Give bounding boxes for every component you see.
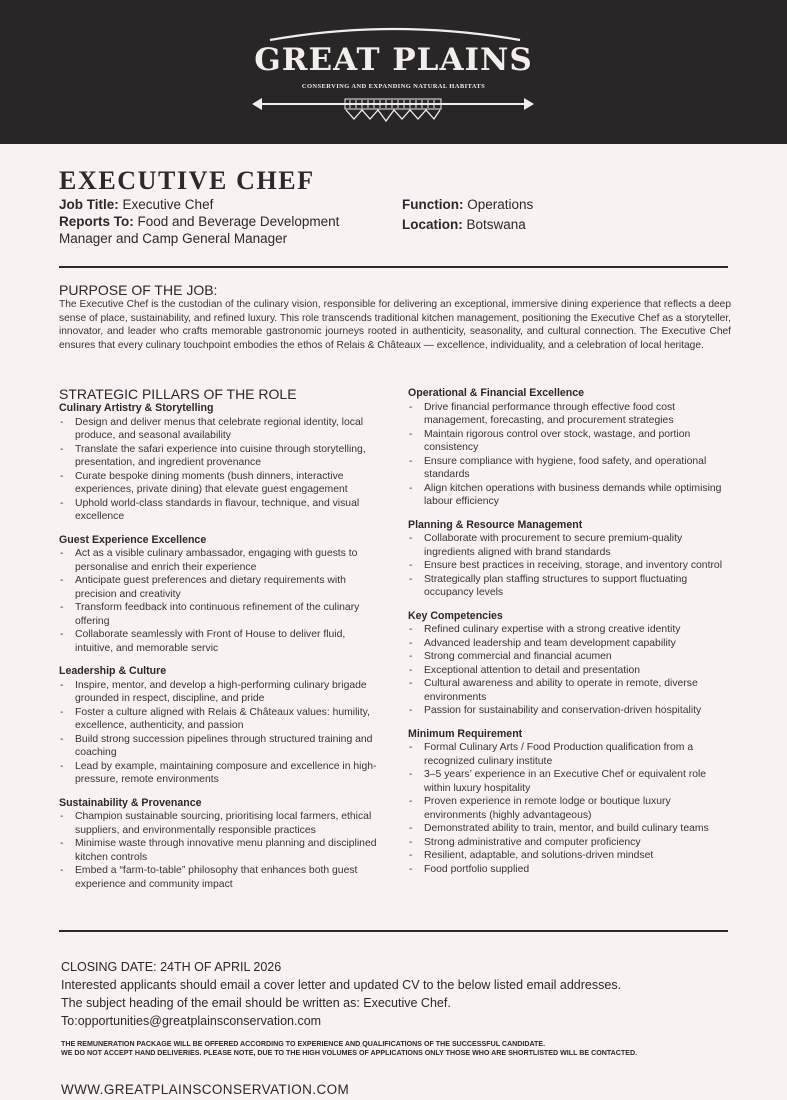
closing-date: CLOSING DATE: 24TH OF APRIL 2026 bbox=[61, 960, 282, 974]
job-meta-left bbox=[59, 196, 379, 247]
list-item: - Act as a visible culinary ambassador, engaging with guests to personalise and enrich their experience bbox=[59, 547, 377, 574]
pillars-right-column bbox=[408, 387, 730, 886]
fine-print-line-2: WE DO NOT ACCEPT HAND DELIVERIES. PLEASE NOTE, DUE TO THE HIGH VOLUMES OF APPLICATIONS ONLY THOSE WHO ARE SHORTLISTED WILL BE CONTACTED. bbox=[61, 1049, 638, 1057]
list-item: - Curate bespoke dining moments (bush dinners, interactive experiences, private dining) that elevate guest engagement bbox=[59, 470, 377, 497]
subject-value: Executive Chef. bbox=[363, 996, 451, 1010]
list-item: - Design and deliver menus that celebrate regional identity, local produce, and seasonal availability bbox=[59, 416, 377, 443]
location-value: Botswana bbox=[466, 217, 526, 232]
pillar-section bbox=[408, 610, 730, 718]
list-item: - Maintain rigorous control over stock, wastage, and portion consistency bbox=[408, 428, 730, 455]
pillar-section-title: Guest Experience Excellence bbox=[59, 533, 207, 546]
list-item: - Transform feedback into continuous refinement of the culinary offering bbox=[59, 601, 377, 628]
job-title-label: Job Title: bbox=[59, 197, 119, 212]
list-item: - Embed a “farm-to-table” philosophy that enhances both guest experience and community impact bbox=[59, 864, 377, 891]
logo-pattern-triangles bbox=[346, 110, 440, 121]
list-item: - Drive financial performance through effective food cost management, forecasting, and procurement strategies bbox=[408, 401, 730, 428]
page-title: EXECUTIVE CHEF bbox=[59, 166, 315, 195]
pillar-list bbox=[408, 623, 730, 718]
logo-spear-tip-right bbox=[524, 98, 534, 110]
header-banner bbox=[0, 0, 787, 144]
list-item: - Passion for sustainability and conservation-driven hospitality bbox=[408, 704, 730, 718]
pillar-section bbox=[59, 402, 377, 524]
list-item: - 3–5 years’ experience in an Executive Chef or equivalent role within luxury hospitality bbox=[408, 768, 730, 795]
list-item: - Lead by example, maintaining composure and excellence in high-pressure, remote environments bbox=[59, 760, 377, 787]
pillar-list bbox=[59, 679, 377, 787]
apply-instructions: Interested applicants should email a cover letter and updated CV to the below listed email addresses. bbox=[61, 978, 622, 992]
job-meta-right bbox=[402, 196, 702, 233]
pillar-list bbox=[408, 741, 730, 876]
list-item: - Proven experience in remote lodge or boutique luxury environments (highly advantageous) bbox=[408, 795, 730, 822]
pillar-section-title: Culinary Artistry & Storytelling bbox=[59, 402, 214, 414]
list-item: - Cultural awareness and ability to operate in remote, diverse environments bbox=[408, 677, 730, 704]
subject-line bbox=[61, 996, 451, 1010]
list-item: - Minimise waste through innovative menu planning and disciplined kitchen controls bbox=[59, 837, 377, 864]
pillar-list bbox=[59, 416, 377, 524]
function-value: Operations bbox=[467, 197, 534, 212]
reports-to-row bbox=[59, 213, 379, 247]
list-item: - Uphold world-class standards in flavour, technique, and visual excellence bbox=[59, 497, 377, 524]
list-item: - Strategically plan staffing structures to support fluctuating occupancy levels bbox=[408, 573, 730, 600]
pillars-left-column bbox=[59, 386, 377, 901]
list-item: - Build strong succession pipelines through structured training and coaching bbox=[59, 733, 377, 760]
pillar-section bbox=[408, 728, 730, 877]
pillar-section bbox=[59, 797, 377, 892]
list-item: - Exceptional attention to detail and presentation bbox=[408, 664, 730, 678]
reports-to-label: Reports To: bbox=[59, 214, 134, 229]
subject-prefix: The subject heading of the email should be written as: bbox=[61, 996, 364, 1010]
reports-to-value: Food and Beverage Development Manager and Camp General Manager bbox=[59, 214, 340, 246]
list-item: - Ensure compliance with hygiene, food safety, and operational standards bbox=[408, 455, 730, 482]
list-item: - Strong commercial and financial acumen bbox=[408, 650, 730, 664]
pillar-section-title: Operational & Financial Excellence bbox=[408, 387, 585, 399]
pillar-section-title: Minimum Requirement bbox=[408, 727, 523, 740]
job-title-value: Executive Chef bbox=[122, 197, 214, 212]
list-item: - Collaborate with procurement to secure premium-quality ingredients aligned with brand standards bbox=[408, 532, 730, 559]
logo-tagline: CONSERVING AND EXPANDING NATURAL HABITATS bbox=[301, 83, 486, 90]
pillar-list bbox=[59, 810, 377, 891]
fine-print bbox=[61, 1040, 637, 1058]
website-link[interactable]: WWW.GREATPLAINSCONSERVATION.COM bbox=[61, 1082, 350, 1097]
function-row bbox=[402, 196, 702, 213]
logo-top-arc bbox=[270, 29, 520, 40]
list-item: - Champion sustainable sourcing, prioritising local farmers, ethical suppliers, and environmentally responsible practices bbox=[59, 810, 377, 837]
list-item: - Ensure best practices in receiving, storage, and inventory control bbox=[408, 559, 730, 573]
list-item: - Translate the safari experience into cuisine through storytelling, presentation, and ingredient provenance bbox=[59, 443, 377, 470]
pillar-section-title: Key Competencies bbox=[408, 609, 503, 622]
pillars-heading: STRATEGIC PILLARS OF THE ROLE bbox=[59, 386, 297, 402]
list-item: - Advanced leadership and team development capability bbox=[408, 637, 730, 651]
list-item: - Demonstrated ability to train, mentor, and build culinary teams bbox=[408, 822, 730, 836]
list-item: - Collaborate seamlessly with Front of House to deliver fluid, intuitive, and memorable servic bbox=[59, 628, 377, 655]
list-item: - Resilient, adaptable, and solutions-driven mindset bbox=[408, 849, 730, 863]
logo-title: GREAT PLAINS bbox=[254, 42, 533, 78]
pillar-section bbox=[59, 534, 377, 656]
list-item: - Strong administrative and computer proficiency bbox=[408, 836, 730, 850]
location-row bbox=[402, 216, 702, 233]
list-item: - Inspire, mentor, and develop a high-performing culinary brigade grounded in respect, discipline, and pride bbox=[59, 679, 377, 706]
to-label: To: bbox=[61, 1014, 78, 1028]
pillar-section-title: Planning & Resource Management bbox=[408, 518, 583, 531]
pillar-section-title: Sustainability & Provenance bbox=[59, 796, 202, 809]
purpose-text: The Executive Chef is the custodian of the culinary vision, responsible for delivering an exceptional, immersive dining experience that reflects a deep sense of place, sustainability, and refined luxury. This role transcends traditional kitchen management, positioning the Executive Chef as a storyteller, innovator, and leader who crafts memorable gastronomic journeys rooted in authenticity, seasonality, and cultural connection. The Executive Chef ensures that every culinary touchpoint embodies the ethos of Relais & Châteaux — excellence, individuality, and a celebration of local heritage. bbox=[59, 299, 731, 351]
job-title-row bbox=[59, 196, 379, 213]
list-item: - Formal Culinary Arts / Food Production qualification from a recognized culinary institute bbox=[408, 741, 730, 768]
pillar-section bbox=[59, 665, 377, 787]
pillar-list bbox=[59, 547, 377, 655]
fine-print-line-1: THE REMUNERATION PACKAGE WILL BE OFFERED ACCORDING TO EXPERIENCE AND QUALIFICATIONS OF THE SUCCESSFUL CANDIDATE. bbox=[61, 1040, 546, 1048]
pillar-section bbox=[408, 519, 730, 600]
pillar-section bbox=[408, 387, 730, 509]
purpose-heading: PURPOSE OF THE JOB: bbox=[59, 282, 218, 298]
list-item: - Refined culinary expertise with a strong creative identity bbox=[408, 623, 730, 637]
list-item: - Align kitchen operations with business demands while optimising labour efficiency bbox=[408, 482, 730, 509]
email-line bbox=[61, 1014, 321, 1028]
divider-bottom bbox=[59, 930, 728, 932]
list-item: - Anticipate guest preferences and dietary requirements with precision and creativity bbox=[59, 574, 377, 601]
function-label: Function: bbox=[402, 197, 464, 212]
location-label: Location: bbox=[402, 217, 463, 232]
email-link[interactable]: opportunities@greatplainsconservation.com bbox=[77, 1014, 322, 1028]
pillar-list bbox=[408, 401, 730, 509]
logo-spear-tip-left bbox=[252, 98, 262, 110]
divider-top bbox=[59, 266, 728, 268]
list-item: - Foster a culture aligned with Relais & Châteaux values: humility, excellence, authenticity, and passion bbox=[59, 706, 377, 733]
pillar-list bbox=[408, 532, 730, 600]
pillar-section-title: Leadership & Culture bbox=[59, 665, 167, 677]
list-item: - Food portfolio supplied bbox=[408, 863, 730, 877]
